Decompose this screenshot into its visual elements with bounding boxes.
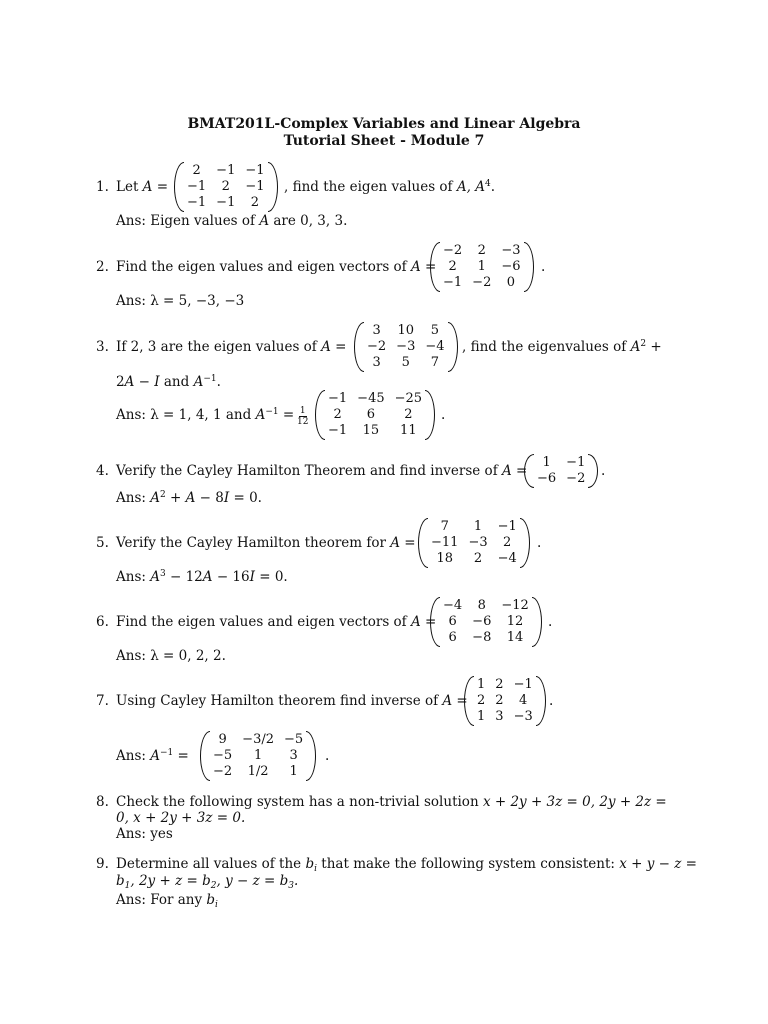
q2-matrix-left-paren [430,242,440,292]
q1-matrix-grid [184,162,268,212]
q5-matrix-cell: −4 [497,551,517,566]
q8-number: 8. [96,794,109,810]
q4-matrix-cell: −1 [566,455,586,470]
q1-matrix-cell: 2 [221,179,230,194]
q3-matrix-cell: 5 [430,323,440,338]
q7-answer-matrix-left-paren [200,731,210,781]
q3-answer: Ans: λ = 1, 4, 1 and $A^{-1}$ = [116,407,295,423]
q6-matrix-cell: −6 [472,614,492,629]
q3-matrix-cell: 3 [372,323,381,338]
q2-matrix-cell: 1 [477,259,486,274]
q3-matrix-right-paren [448,322,458,372]
q5-matrix-cell: 2 [503,535,512,550]
q5-answer: Ans: $A^3 - 12A - 16I = 0$. [116,569,288,585]
q2-matrix-cell: 2 [448,259,457,274]
q4-matrix-cell: −6 [537,471,557,486]
q4-answer: Ans: $A^2 + A - 8I = 0$. [116,490,262,506]
q7-matrix-cell: 1 [477,677,486,692]
q5-matrix-cell: 7 [440,519,449,534]
q2-matrix-right-paren [524,242,534,292]
q7-matrix-cell: 2 [477,693,486,708]
q2-matrix-cell: −2 [443,243,463,258]
q3-answer-matrix-cell: 6 [366,407,376,422]
document-subtitle: Tutorial Sheet - Module 7 [283,133,485,149]
q7-answer-matrix-cell: 9 [218,732,227,747]
q2-number: 2. [96,259,109,275]
q3-question-tail: , find the eigenvalues of $A^2$ + [462,339,662,355]
q4-matrix [524,454,598,488]
q9-number: 9. [96,856,109,872]
q3-answer-matrix-cell: −1 [328,391,348,406]
q3-prompt: If 2, 3 are the eigen values of A = [116,339,347,355]
q7-matrix-right-paren [536,676,546,726]
q5-matrix-cell: −1 [497,519,517,534]
q7-matrix-cell: 4 [519,693,528,708]
q1-matrix-cell: −1 [216,163,236,178]
q5-matrix-grid [428,518,520,568]
q2-matrix-cell: −6 [501,259,521,274]
q7-matrix-cell: −3 [513,709,533,724]
q7-answer-matrix [200,731,316,781]
q1-matrix-cell: −1 [187,179,207,194]
document-title: BMAT201L-Complex Variables and Linear Algebra [187,116,581,132]
q3-matrix-cell: −4 [425,339,445,354]
q6-matrix-left-paren [430,597,440,647]
q2-end: . [541,259,546,275]
q5-matrix-cell: −3 [468,535,488,550]
q7-prompt: Using Cayley Hamilton theorem find inverse of A = [116,693,468,709]
q6-answer: Ans: λ = 0, 2, 2. [116,648,226,664]
q7-answer: Ans: $A^{-1}$ = [116,748,189,764]
q1-matrix-cell: 2 [250,195,260,210]
q9-answer: Ans: For any $b_i$ [116,892,218,910]
q2-matrix-cell: −3 [501,243,521,258]
q8-question-line1: Check the following system has a non-trivial solution x + 2y + 3z = 0, 2y + 2z = [116,794,667,810]
q3-matrix-left-paren [354,322,364,372]
q5-prompt: Verify the Cayley Hamilton theorem for A = [116,535,416,551]
q2-matrix [430,242,534,292]
q7-answer-end: . [325,748,330,764]
q2-matrix-cell: −2 [472,275,492,290]
q2-prompt: Find the eigen values and eigen vectors of A = [116,259,437,275]
q3-question-line2: 2A − I and $A^{-1}$. [116,374,221,390]
q9-question-line2: $b_1$, $2y + z = b_2$, $y - z = b_3$. [116,873,299,891]
q9-question-line1: Determine all values of the $b_i$ that make the following system consistent: x + y − z = [116,856,697,874]
q6-matrix-cell: 12 [506,614,524,629]
q4-matrix-cell: −2 [566,471,586,486]
q1-matrix-cell: −1 [245,163,265,178]
q6-matrix-cell: 14 [506,630,524,645]
q3-matrix-cell: 5 [401,355,410,370]
q1-number: 1. [96,179,109,195]
q7-matrix-grid [474,676,536,726]
q7-matrix-cell: −1 [513,677,533,692]
q3-answer-matrix-cell: 11 [400,423,417,438]
q6-end: . [548,614,553,630]
q7-matrix-cell: 1 [477,709,486,724]
q2-matrix-cell: 2 [477,243,486,258]
q6-matrix-cell: −4 [443,598,463,613]
q3-answer-matrix-right-paren [425,390,435,440]
q6-prompt: Find the eigen values and eigen vectors of A = [116,614,437,630]
q6-matrix-cell: 8 [477,598,486,613]
q4-prompt: Verify the Cayley Hamilton Theorem and find inverse of A = [116,463,528,479]
q7-matrix-cell: 2 [495,693,504,708]
q6-matrix-cell: −8 [472,630,492,645]
q1-prompt: Let A = [116,179,169,195]
q5-end: . [537,535,542,551]
q3-matrix-cell: −2 [367,339,387,354]
q4-matrix-left-paren [524,454,534,488]
q2-matrix-grid [440,242,524,292]
q3-answer-matrix-grid [325,390,425,440]
q3-answer-matrix-cell: −45 [357,391,385,406]
q4-number: 4. [96,463,109,479]
q7-answer-matrix-cell: 1 [253,748,263,763]
q7-answer-matrix-cell: −5 [213,748,233,763]
q6-matrix [430,597,542,647]
q4-matrix-right-paren [588,454,598,488]
q3-answer-end: . [441,407,446,423]
q5-matrix-cell: 2 [473,551,483,566]
q1-answer: Ans: Eigen values of A are 0, 3, 3. [116,213,348,229]
q2-matrix-cell: −1 [443,275,463,290]
q7-answer-matrix-right-paren [306,731,316,781]
q6-matrix-cell: −12 [501,598,529,613]
q6-matrix-cell: 6 [448,630,457,645]
q3-matrix-grid [364,322,448,372]
q7-matrix-cell: 3 [495,709,504,724]
q3-matrix-cell: 10 [397,323,415,338]
q7-answer-matrix-cell: 3 [289,748,298,763]
q3-matrix [354,322,458,372]
q7-matrix-cell: 2 [495,677,504,692]
q1-matrix-left-paren [174,162,184,212]
q3-matrix-cell: 3 [372,355,381,370]
q8-question-line2: 0, x + 2y + 3z = 0. [116,810,246,826]
q3-answer-matrix-cell: −1 [328,423,348,438]
q5-matrix-left-paren [418,518,428,568]
q2-answer: Ans: λ = 5, −3, −3 [116,293,245,309]
q5-matrix-right-paren [520,518,530,568]
q1-matrix-right-paren [268,162,278,212]
q7-answer-matrix-cell: −2 [213,764,233,779]
q7-answer-matrix-grid [210,731,306,781]
q7-answer-matrix-cell: 1 [289,764,298,779]
q6-number: 6. [96,614,109,630]
q5-number: 5. [96,535,109,551]
q4-end: . [601,463,606,479]
q7-answer-matrix-cell: −5 [284,732,304,747]
q7-answer-matrix-cell: −3/2 [242,732,274,747]
q3-answer-matrix [315,390,435,440]
q6-matrix-cell: 6 [448,614,457,629]
q8-answer: Ans: yes [116,826,173,842]
q7-matrix-left-paren [464,676,474,726]
q1-question-tail: , find the eigen values of A, $A^4$. [284,179,495,195]
q6-matrix-grid [440,597,532,647]
q3-number: 3. [96,339,109,355]
q7-end: . [549,693,554,709]
q3-answer-matrix-cell: 2 [333,407,342,422]
q3-matrix-cell: −3 [396,339,416,354]
q3-answer-matrix-cell: 2 [404,407,413,422]
q5-matrix-cell: 18 [436,551,453,566]
q3-answer-matrix-cell: 15 [362,423,380,438]
q4-matrix-grid [534,454,588,488]
q6-matrix-right-paren [532,597,542,647]
q1-matrix-cell: −1 [216,195,236,210]
q7-answer-matrix-cell: 1/2 [247,764,269,779]
q3-answer-fraction: $\frac{1}{12}$ [297,406,309,427]
q4-matrix-cell: 1 [542,455,551,470]
q5-matrix-cell: 1 [473,519,483,534]
q3-answer-matrix-cell: −25 [394,391,423,406]
q2-matrix-cell: 0 [506,275,516,290]
q5-matrix [418,518,530,568]
q1-matrix-cell: 2 [192,163,201,178]
q1-matrix [174,162,278,212]
q1-matrix-cell: −1 [187,195,207,210]
q3-answer-matrix-left-paren [315,390,325,440]
q1-matrix-cell: −1 [245,179,265,194]
q3-matrix-cell: 7 [430,355,440,370]
q7-number: 7. [96,693,109,709]
q5-matrix-cell: −11 [431,535,459,550]
q7-matrix [464,676,546,726]
